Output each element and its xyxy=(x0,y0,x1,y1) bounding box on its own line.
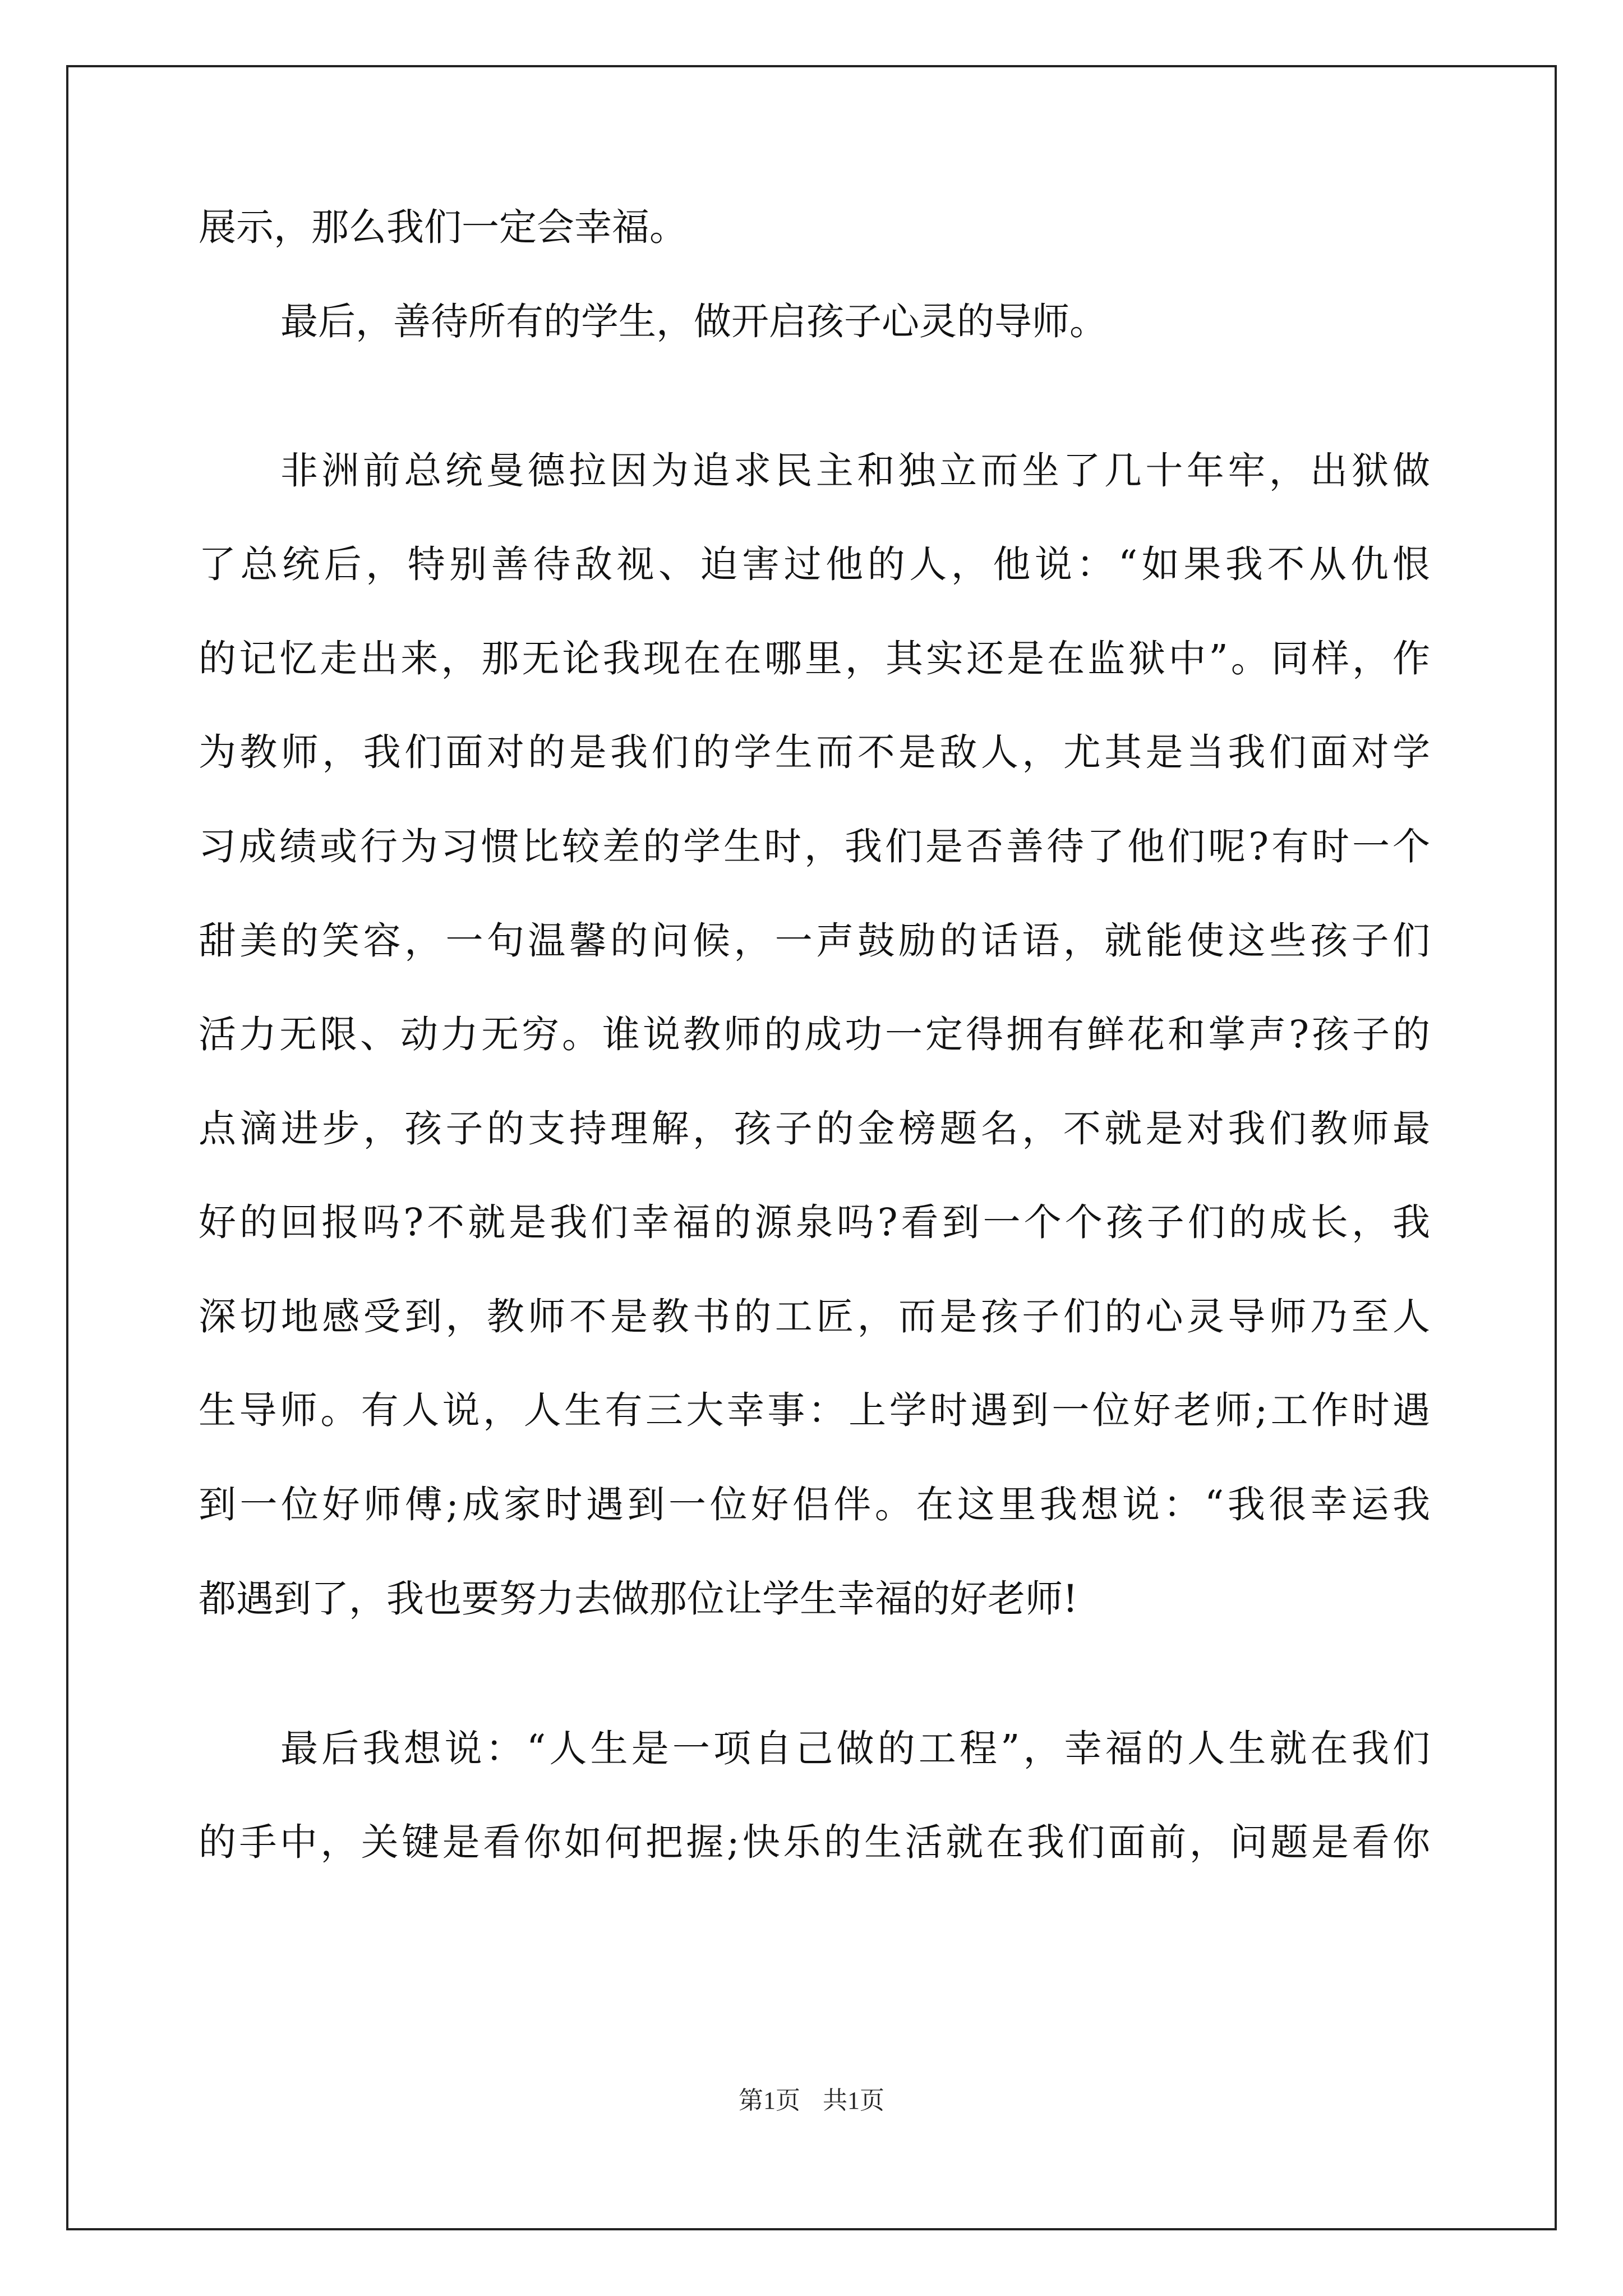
page-number-total: 共1页 xyxy=(823,2087,884,2114)
text-line: 展示，那么我们一定会幸福。 xyxy=(199,205,687,249)
page-number-current: 第1页 xyxy=(739,2087,800,2114)
text-line: 到一位好师傅;成家时遇到一位好侣伴。在这里我想说：“我很幸运我 xyxy=(199,1483,1430,1526)
text-line: 都遇到了，我也要努力去做那位让学生幸福的好老师! xyxy=(199,1577,1078,1621)
text-line: 习成绩或行为习惯比较差的学生时，我们是否善待了他们呢?有时一个 xyxy=(199,825,1430,868)
text-line: 甜美的笑容，一句温馨的问候，一声鼓励的话语，就能使这些孩子们 xyxy=(199,919,1430,963)
text-line: 为教师，我们面对的是我们的学生而不是敌人，尤其是当我们面对学 xyxy=(199,730,1430,774)
text-line: 活力无限、动力无穷。谁说教师的成功一定得拥有鲜花和掌声?孩子的 xyxy=(199,1013,1430,1056)
text-line: 的记忆走出来，那无论我现在在哪里，其实还是在监狱中”。同样，作 xyxy=(199,637,1430,680)
text-line: 好的回报吗?不就是我们幸福的源泉吗?看到一个个孩子们的成长，我 xyxy=(199,1200,1430,1244)
text-line: 点滴进步，孩子的支持理解，孩子的金榜题名，不就是对我们教师最 xyxy=(199,1107,1430,1151)
text-line: 生导师。有人说，人生有三大幸事：上学时遇到一位好老师;工作时遇 xyxy=(199,1388,1430,1432)
text-line: 非洲前总统曼德拉因为追求民主和独立而坐了几十年牢，出狱做 xyxy=(280,449,1430,493)
text-line: 最后我想说：“人生是一项自己做的工程”，幸福的人生就在我们 xyxy=(280,1727,1430,1770)
text-line: 最后，善待所有的学生，做开启孩子心灵的导师。 xyxy=(280,300,1107,343)
page-footer xyxy=(0,2084,1623,2118)
text-line: 深切地感受到，教师不是教书的工匠，而是孩子们的心灵导师乃至人 xyxy=(199,1295,1430,1338)
text-line: 的手中，关键是看你如何把握;快乐的生活就在我们面前，问题是看你 xyxy=(199,1820,1430,1864)
text-line: 了总统后，特别善待敌视、迫害过他的人，他说：“如果我不从仇恨 xyxy=(199,542,1430,586)
